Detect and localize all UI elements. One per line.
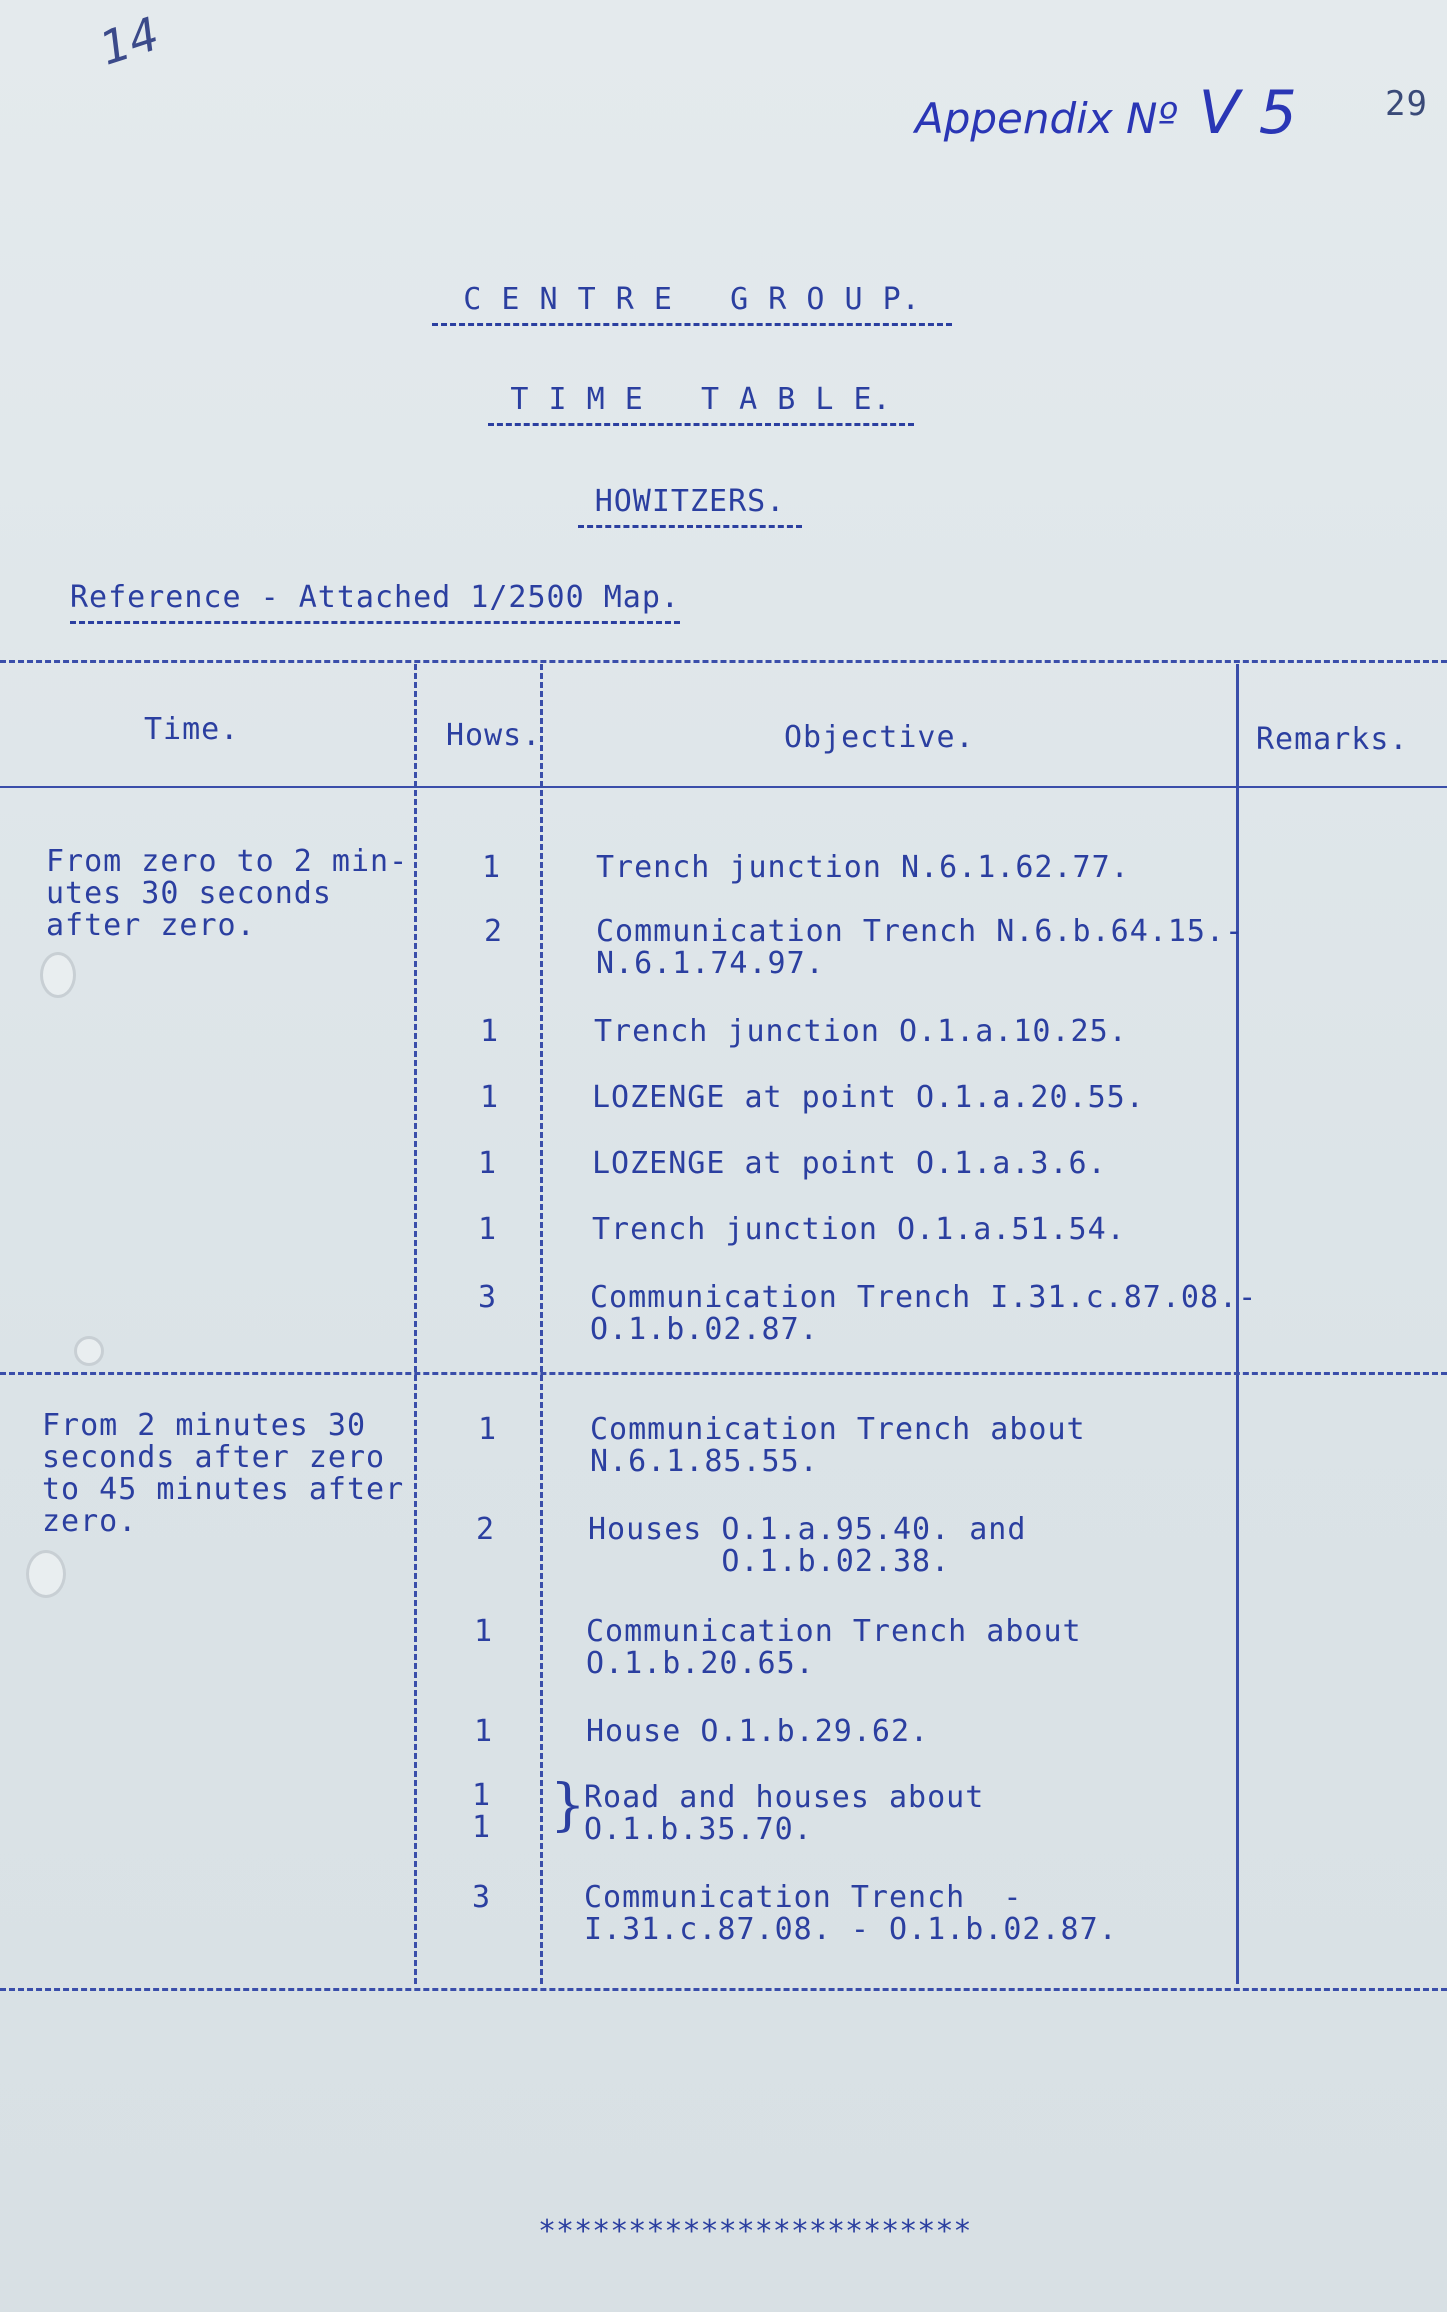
header-time: Time. bbox=[144, 712, 240, 747]
appendix-number: V 5 bbox=[1198, 78, 1297, 148]
row-objective: Communication Trench about O.1.b.20.65. bbox=[586, 1614, 1082, 1681]
page-subtitle: T I M E T A B L E. bbox=[488, 382, 914, 426]
row-hows: 1 bbox=[480, 1014, 500, 1049]
row-hows: 1 1 bbox=[472, 1778, 492, 1845]
row-hows: 2 bbox=[476, 1512, 496, 1547]
row-hows: 1 bbox=[478, 1146, 498, 1181]
page-number: 29 bbox=[1385, 84, 1428, 124]
row-hows: 3 bbox=[472, 1880, 492, 1915]
row-objective: Communication Trench N.6.b.64.15.- N.6.1.74.97. bbox=[596, 914, 1245, 981]
reference-note: Reference - Attached 1/2500 Map. bbox=[70, 580, 680, 624]
folio-mark: 14 bbox=[93, 6, 166, 76]
row-hows: 1 bbox=[478, 1212, 498, 1247]
row-objective: Houses O.1.a.95.40. and O.1.b.02.38. bbox=[588, 1512, 1027, 1579]
page-title: C E N T R E G R O U P. bbox=[432, 282, 952, 326]
punch-hole bbox=[40, 952, 76, 998]
row-objective: LOZENGE at point O.1.a.20.55. bbox=[592, 1080, 1145, 1115]
row-objective: Road and houses about O.1.b.35.70. bbox=[584, 1780, 985, 1847]
header-objective: Objective. bbox=[784, 720, 975, 755]
group-1-time: From zero to 2 min- utes 30 seconds after zero. bbox=[46, 844, 409, 943]
brace-mark: } bbox=[550, 1773, 587, 1838]
row-objective: LOZENGE at point O.1.a.3.6. bbox=[592, 1146, 1107, 1181]
header-bottom-rule bbox=[0, 786, 1447, 788]
row-hows: 1 bbox=[478, 1412, 498, 1447]
row-objective: Communication Trench - I.31.c.87.08. - O.1.b.02.87. bbox=[584, 1880, 1118, 1947]
row-hows: 3 bbox=[478, 1280, 498, 1315]
footer-stars: ************************ bbox=[538, 2214, 972, 2249]
row-objective: Communication Trench I.31.c.87.08.- O.1.b.02.87. bbox=[590, 1280, 1258, 1347]
column-rule-time bbox=[414, 664, 417, 1984]
column-rule-hows bbox=[540, 664, 543, 1984]
group-2-time: From 2 minutes 30 seconds after zero to 45 minutes after zero. bbox=[42, 1408, 405, 1539]
table-bottom-rule bbox=[0, 1988, 1447, 1991]
header-hows: Hows. bbox=[446, 718, 542, 753]
appendix-text: Appendix Nº bbox=[915, 94, 1178, 143]
row-objective: House O.1.b.29.62. bbox=[586, 1714, 930, 1749]
row-hows: 1 bbox=[480, 1080, 500, 1115]
row-hows: 1 bbox=[474, 1614, 494, 1649]
row-objective: Trench junction N.6.1.62.77. bbox=[596, 850, 1130, 885]
punch-hole bbox=[74, 1336, 104, 1366]
row-objective: Trench junction O.1.a.10.25. bbox=[594, 1014, 1128, 1049]
row-hows: 1 bbox=[482, 850, 502, 885]
row-objective: Trench junction O.1.a.51.54. bbox=[592, 1212, 1126, 1247]
table-top-rule bbox=[0, 660, 1447, 663]
row-hows: 2 bbox=[484, 914, 504, 949]
appendix-label bbox=[915, 78, 1297, 148]
punch-hole bbox=[26, 1550, 66, 1598]
row-hows: 1 bbox=[474, 1714, 494, 1749]
header-remarks: Remarks. bbox=[1256, 722, 1409, 757]
section-heading: HOWITZERS. bbox=[578, 484, 802, 528]
row-objective: Communication Trench about N.6.1.85.55. bbox=[590, 1412, 1086, 1479]
group-divider-rule bbox=[0, 1372, 1447, 1375]
